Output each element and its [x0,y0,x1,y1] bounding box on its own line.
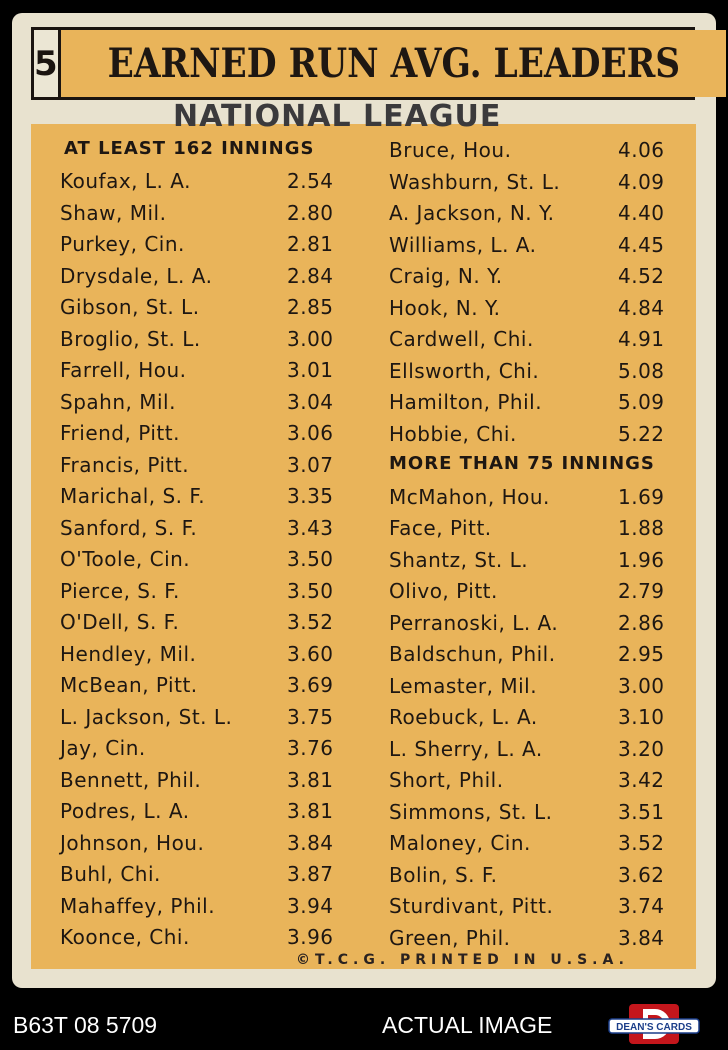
era-value: 3.81 [287,767,334,792]
pitcher-name: Perranoski, L. A. [389,610,559,635]
card-number: 5 [34,30,61,97]
era-value: 1.69 [618,484,665,509]
era-value: 3.51 [618,799,665,824]
era-value: 3.69 [287,673,334,697]
pitcher-name: L. Sherry, L. A. [389,736,543,761]
pitcher-name: Johnson, Hou. [60,830,205,855]
pitcher-name: Bennett, Phil. [60,767,202,792]
card-title: EARNED RUN AVG. LEADERS [107,40,680,87]
era-value: 4.06 [618,138,665,162]
pitcher-name: Jay, Cin. [60,736,146,760]
era-value: 3.60 [287,641,334,666]
era-value: 3.87 [287,862,334,886]
era-value: 3.76 [287,736,334,760]
era-value: 3.84 [618,925,665,950]
pitcher-name: Cardwell, Chi. [389,327,534,351]
pitcher-name: Washburn, St. L. [389,169,561,194]
pitcher-name: Sturdivant, Pitt. [389,894,554,918]
pitcher-name: Mahaffey, Phil. [60,893,216,918]
era-value: 3.20 [618,736,665,761]
era-value: 2.80 [287,200,334,225]
pitcher-name: Drysdale, L. A. [60,263,213,288]
era-value: 3.62 [618,862,665,887]
pitcher-name: Koonce, Chi. [60,925,190,949]
pitcher-name: Short, Phil. [389,768,504,792]
era-value: 3.35 [287,484,334,508]
pitcher-name: Podres, L. A. [60,799,190,823]
pitcher-name: Pierce, S. F. [60,578,180,603]
pitcher-name: Hook, N. Y. [389,295,501,320]
era-value: 3.42 [618,768,665,792]
era-value: 3.00 [618,673,665,698]
era-value: 3.81 [287,799,334,823]
pitcher-name: Lemaster, Mil. [389,673,538,698]
era-value: 2.86 [618,610,665,635]
era-value: 3.43 [287,515,334,540]
pitcher-name: Broglio, St. L. [60,326,201,351]
pitcher-name: Green, Phil. [389,925,511,950]
pitcher-name: Craig, N. Y. [389,264,503,288]
era-value: 2.85 [287,295,334,319]
era-value: 3.94 [287,893,334,918]
actual-image-label: ACTUAL IMAGE [382,1012,553,1038]
era-value: 3.10 [618,705,665,729]
era-value: 3.00 [287,326,334,351]
era-value: 3.75 [287,704,334,729]
league-subtitle: NATIONAL LEAGUE [173,99,502,134]
era-value: 3.06 [287,421,334,445]
pitcher-name: McBean, Pitt. [60,673,198,697]
pitcher-name: Bruce, Hou. [389,138,512,162]
logo-text: DEAN'S CARDS [616,1022,692,1033]
card-header [31,27,695,100]
section-header-75-innings: MORE THAN 75 INNINGS [389,453,655,474]
pitcher-name: Marichal, S. F. [60,484,206,508]
era-value: 1.88 [618,516,665,540]
era-value: 4.84 [618,295,665,320]
pitcher-name: Hobbie, Chi. [389,421,517,446]
pitcher-name: Ellsworth, Chi. [389,358,540,383]
era-value: 4.40 [618,201,665,225]
era-value: 2.84 [287,263,334,288]
era-value: 3.01 [287,358,334,382]
cert-id: B63T 08 5709 [13,1012,158,1038]
era-value: 2.79 [618,579,665,603]
era-value: 5.22 [618,421,665,446]
pitcher-name: Olivo, Pitt. [389,579,498,603]
pitcher-name: Purkey, Cin. [60,232,185,256]
era-value: 3.07 [287,452,334,477]
pitcher-name: Hamilton, Phil. [389,390,543,414]
pitcher-name: Roebuck, L. A. [389,705,538,729]
pitcher-name: O'Dell, S. F. [60,610,180,634]
era-value: 4.45 [618,232,665,257]
era-value: 4.91 [618,327,665,351]
era-value: 3.74 [618,894,665,918]
era-value: 2.95 [618,642,665,666]
pitcher-name: Shantz, St. L. [389,547,529,572]
pitcher-name: Simmons, St. L. [389,799,553,824]
pitcher-name: Baldschun, Phil. [389,642,556,666]
era-value: 3.84 [287,830,334,855]
pitcher-name: A. Jackson, N. Y. [389,201,555,225]
era-value: 2.81 [287,232,334,256]
era-value: 4.09 [618,169,665,194]
era-value: 1.96 [618,547,665,572]
deans-cards-logo-icon [607,1002,701,1046]
pitcher-name: L. Jackson, St. L. [60,704,233,729]
pitcher-name: Williams, L. A. [389,232,537,257]
pitcher-name: Face, Pitt. [389,516,492,540]
pitcher-name: Gibson, St. L. [60,295,200,319]
pitcher-name: McMahon, Hou. [389,484,550,509]
pitcher-name: Sanford, S. F. [60,515,198,540]
era-value: 3.52 [287,610,334,634]
era-value: 3.50 [287,547,334,571]
pitcher-name: Francis, Pitt. [60,452,190,477]
era-value: 5.09 [618,390,665,414]
era-value: 5.08 [618,358,665,383]
era-value: 2.54 [287,169,334,193]
pitcher-name: Hendley, Mil. [60,641,197,666]
era-value: 3.96 [287,925,334,949]
pitcher-name: Bolin, S. F. [389,862,498,887]
pitcher-name: Maloney, Cin. [389,831,531,855]
pitcher-name: Shaw, Mil. [60,200,167,225]
pitcher-name: Koufax, L. A. [60,169,191,193]
era-value: 3.04 [287,389,334,414]
pitcher-name: Spahn, Mil. [60,389,176,414]
era-value: 3.50 [287,578,334,603]
section-header-162-innings: AT LEAST 162 INNINGS [64,138,315,159]
pitcher-name: Friend, Pitt. [60,421,180,445]
title-box [61,30,727,97]
era-value: 4.52 [618,264,665,288]
pitcher-name: Farrell, Hou. [60,358,187,382]
copyright-footer: ©T.C.G. PRINTED IN U.S.A. [296,952,629,968]
pitcher-name: Buhl, Chi. [60,862,161,886]
era-value: 3.52 [618,831,665,855]
pitcher-name: O'Toole, Cin. [60,547,191,571]
